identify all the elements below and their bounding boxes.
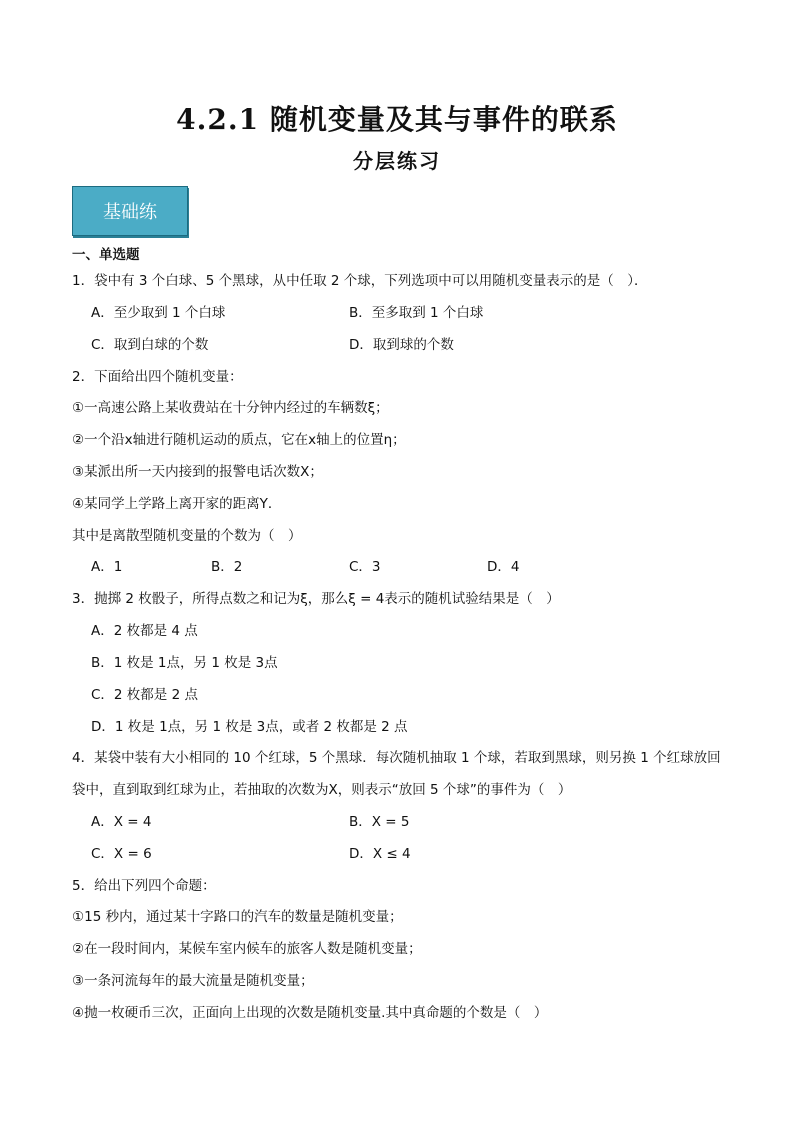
- q4-stem-line2: 袋中，直到取到红球为止，若抽取的次数为X，则表示“放回 5 个球”的事件为（ ）: [72, 782, 572, 798]
- q1-option-b: B．至多取到 1 个白球: [349, 305, 484, 321]
- q4-option-b: B．X = 5: [349, 814, 410, 830]
- q2-question: 其中是离散型随机变量的个数为（ ）: [72, 528, 302, 544]
- q3-option-d: D．1 枚是 1点，另 1 枚是 3点，或者 2 枚都是 2 点: [91, 719, 408, 735]
- q4-option-d: D．X ≤ 4: [349, 846, 411, 862]
- q2-option-b: B．2: [211, 559, 243, 575]
- q2-option-a: A．1: [91, 559, 123, 575]
- q5-item-1: ①15 秒内，通过某十字路口的汽车的数量是随机变量；: [72, 909, 403, 925]
- q2-option-d: D．4: [487, 559, 520, 575]
- q2-item-4: ④某同学上学路上离开家的距离Y．: [72, 496, 282, 512]
- q4-option-a: A．X = 4: [91, 814, 152, 830]
- q3-option-b: B．1 枚是 1点，另 1 枚是 3点: [91, 655, 278, 671]
- q3-stem: 3．抛掷 2 枚骰子，所得点数之和记为ξ，那么ξ = 4表示的随机试验结果是（ ）: [72, 591, 560, 607]
- q2-item-1: ①一高速公路上某收费站在十分钟内经过的车辆数ξ；: [72, 400, 389, 416]
- level-badge: 基础练: [72, 186, 188, 236]
- page-title: 4.2.1 随机变量及其与事件的联系: [176, 103, 618, 136]
- page-subtitle: 分层练习: [353, 149, 441, 173]
- q3-option-a: A．2 枚都是 4 点: [91, 623, 198, 639]
- q2-item-2: ②一个沿x轴进行随机运动的质点，它在x轴上的位置η；: [72, 432, 406, 448]
- q1-option-c: C．取到白球的个数: [91, 337, 209, 353]
- q1-option-a: A．至少取到 1 个白球: [91, 305, 226, 321]
- q2-option-c: C．3: [349, 559, 381, 575]
- q4-stem-line1: 4．某袋中装有大小相同的 10 个红球，5 个黑球．每次随机抽取 1 个球，若取到黑球，则另换 1 个红球放回: [72, 750, 721, 766]
- q2-stem: 2．下面给出四个随机变量：: [72, 369, 243, 385]
- q5-stem: 5．给出下列四个命题：: [72, 878, 216, 894]
- q5-item-2: ②在一段时间内，某候车室内候车的旅客人数是随机变量；: [72, 941, 422, 957]
- q5-item-4: ④抛一枚硬币三次，正面向上出现的次数是随机变量.其中真命题的个数是（ ）: [72, 1005, 548, 1021]
- q4-option-c: C．X = 6: [91, 846, 152, 862]
- q1-stem: 1．袋中有 3 个白球、5 个黑球，从中任取 2 个球，下列选项中可以用随机变量表示的是（ ）．: [72, 273, 648, 289]
- q2-item-3: ③某派出所一天内接到的报警电话次数X；: [72, 464, 323, 480]
- section-heading: 一、单选题: [72, 247, 140, 263]
- q3-option-c: C．2 枚都是 2 点: [91, 687, 198, 703]
- q5-item-3: ③一条河流每年的最大流量是随机变量；: [72, 973, 314, 989]
- q1-option-d: D．取到球的个数: [349, 337, 454, 353]
